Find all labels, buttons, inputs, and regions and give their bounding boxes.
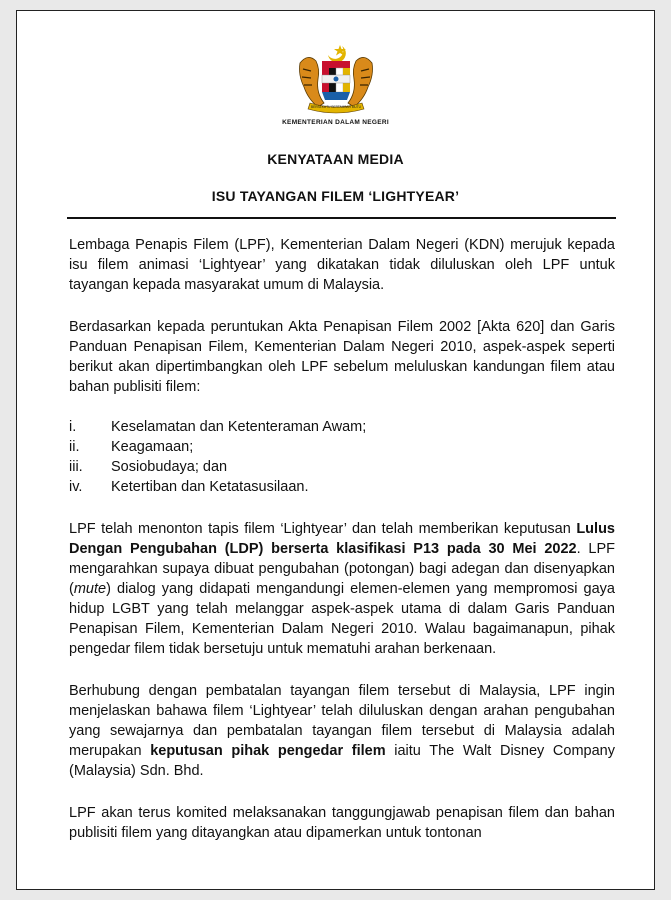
decision-highlight: Lulus Dengan Pengubahan (LDP) berserta klasifikasi P13 pada 30 Mei 2022 bbox=[69, 521, 615, 557]
list-item-number: iii. bbox=[69, 459, 83, 475]
document-page bbox=[16, 10, 655, 890]
paragraph-4-text-b: iaitu The Walt Disney Company (Malaysia) Sdn. Bhd. bbox=[69, 743, 615, 779]
letterhead bbox=[17, 41, 654, 126]
list-item bbox=[69, 417, 615, 437]
ministry-name: KEMENTERIAN DALAM NEGERI bbox=[282, 119, 389, 126]
divider bbox=[67, 217, 616, 219]
list-item-number: ii. bbox=[69, 439, 80, 455]
document-subtitle: ISU TAYANGAN FILEM ‘LIGHTYEAR’ bbox=[211, 188, 460, 204]
paragraph-4 bbox=[69, 681, 615, 781]
crest-motto: BERSEKUTU BERTAMBAH MUTU bbox=[310, 105, 361, 109]
list-item-text: Ketertiban dan Ketatasusilaan. bbox=[111, 479, 309, 495]
document-body bbox=[69, 235, 615, 865]
aspects-list bbox=[69, 417, 615, 497]
list-item bbox=[69, 437, 615, 457]
paragraph-1: Lembaga Penapis Filem (LPF), Kementerian Dalam Negeri (KDN) merujuk kepada isu filem animasi ‘Lightyear’ yang dikatakan tidak diluluskan oleh LPF untuk tayangan kepada masyarakat umum di Malaysia. bbox=[69, 237, 615, 293]
document-title: KENYATAAN MEDIA bbox=[267, 151, 404, 167]
coat-of-arms-icon bbox=[294, 41, 378, 117]
paragraph-3 bbox=[69, 519, 615, 659]
paragraph-3-text-c: ) dialog yang didapati mengandungi elemen-elemen yang mempromosi gaya hidup LGBT yang telah melanggar aspek-aspek utama di dalam Garis Panduan Penapisan Filem, Kementerian Dalam Negeri 2010. Walau bagaimanapun, pihak pengedar filem tidak bersetuju untuk mematuhi arahan berkenaan. bbox=[69, 581, 615, 657]
list-item-text: Keagamaan; bbox=[111, 439, 194, 455]
list-item-text: Sosiobudaya; dan bbox=[111, 459, 228, 475]
list-item bbox=[69, 457, 615, 477]
paragraph-5: LPF akan terus komited melaksanakan tanggungjawab penapisan filem dan bahan publisiti filem yang ditayangkan atau dipamerkan untuk tontonan bbox=[69, 805, 615, 841]
paragraph-3-text-b: . LPF mengarahkan supaya dibuat pengubahan (potongan) bagi adegan dan disenyapkan ( bbox=[69, 541, 615, 597]
list-item-text: Keselamatan dan Ketenteraman Awam; bbox=[111, 419, 367, 435]
list-item bbox=[69, 477, 615, 497]
list-item-number: i. bbox=[69, 419, 77, 435]
paragraph-2: Berdasarkan kepada peruntukan Akta Penapisan Filem 2002 [Akta 620] dan Garis Panduan Penapisan Filem, Kementerian Dalam Negeri 2010, aspek-aspek seperti berikut akan dipertimbangkan oleh LPF sebelum meluluskan kandungan filem atau bahan publisiti filem: bbox=[69, 319, 615, 395]
paragraph-4-text-a: Berhubung dengan pembatalan tayangan filem tersebut di Malaysia, LPF ingin menjelaskan bahawa filem ‘Lightyear’ telah diluluskan dengan arahan pengubahan yang sewajarnya dan pembatalan tayangan filem tersebut di Malaysia adalah merupakan bbox=[69, 683, 615, 759]
distributor-decision-highlight: keputusan pihak pengedar filem bbox=[150, 743, 386, 759]
list-item-number: iv. bbox=[69, 479, 83, 495]
paragraph-3-text-a: LPF telah menonton tapis filem ‘Lightyear’ dan telah memberikan keputusan bbox=[69, 521, 577, 537]
mute-term: mute bbox=[73, 581, 107, 597]
